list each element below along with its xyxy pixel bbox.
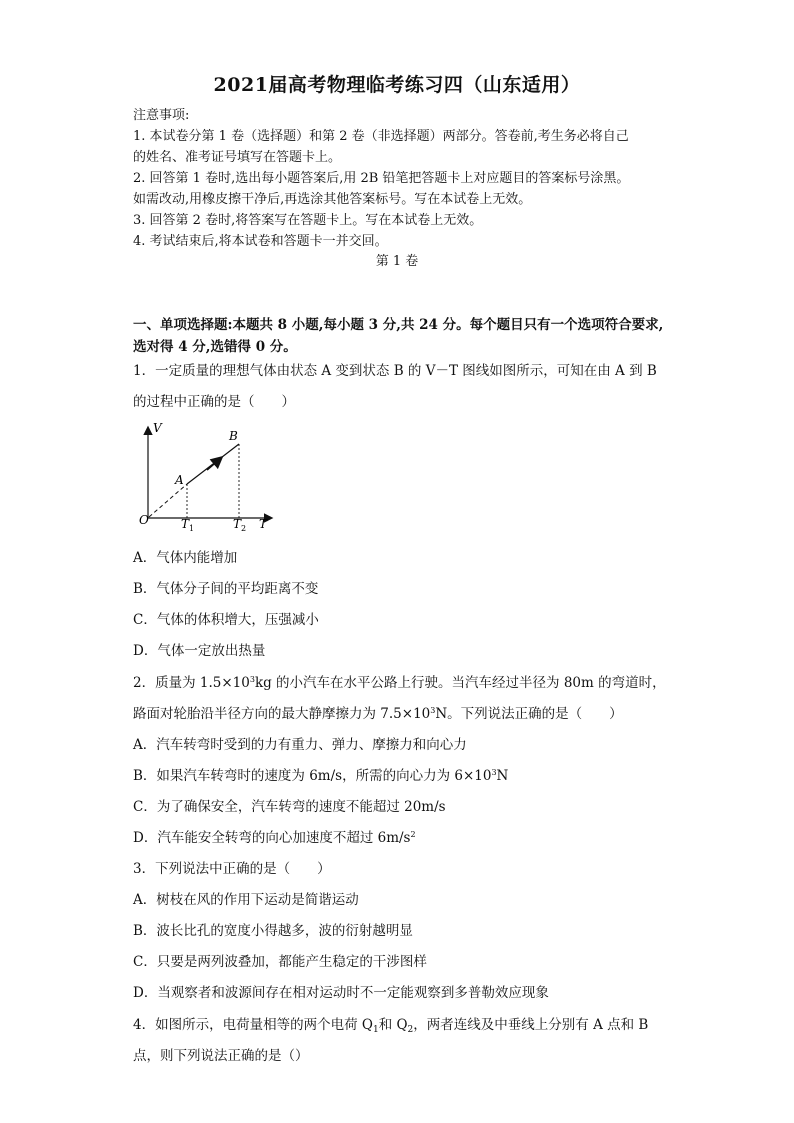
notice-line: 4. 考试结束后,将本试卷和答题卡一并交回。 xyxy=(133,234,388,249)
extension-dashed-line xyxy=(149,484,187,517)
question-2-option: C．为了确保安全，汽车转弯的速度不能超过 20m/s xyxy=(133,799,446,815)
point-label-a: A xyxy=(175,473,184,487)
svg-text:T1 xyxy=(181,517,194,533)
vt-graph-figure xyxy=(135,418,285,536)
document-title: 2021届高考物理临考练习四（山东适用） xyxy=(213,74,581,96)
question-1-stem: 1．一定质量的理想气体由状态 A 变到状态 B 的 V－T 图线如图所示，可知在由 A 到 B xyxy=(133,363,657,379)
section-heading: 选对得 4 分,选错得 0 分。 xyxy=(133,339,297,355)
tick-label-t2: T xyxy=(233,517,242,531)
question-3-option: D．当观察者和波源间存在相对运动时不一定能观察到多普勒效应现象 xyxy=(133,985,549,1001)
question-4-stem: 4．如图所示，电荷量相等的两个电荷 $Q_1$和 $Q_2$，两者连线及中垂线上分别有 A 点和 B xyxy=(133,1017,649,1035)
question-2-option: D．汽车能安全转弯的向心加速度不超过 $6m/s^2$ xyxy=(133,830,416,846)
svg-text:T2 xyxy=(233,517,246,533)
question-4-stem: 点，则下列说法正确的是（） xyxy=(133,1048,309,1064)
point-label-b: B xyxy=(229,429,238,443)
origin-label: O xyxy=(139,513,149,527)
tick-label-t1: T xyxy=(181,517,190,531)
volume-label: 第 1 卷 xyxy=(375,254,419,269)
question-3-option: A．树枝在风的作用下运动是简谐运动 xyxy=(133,892,359,908)
question-2-stem: 路面对轮胎沿半径方向的最大静摩擦力为 $7.5\times 10^3N$。下列说法正确的是（ ） xyxy=(133,706,623,722)
question-2-option: A．汽车转弯时受到的力有重力、弹力、摩擦力和向心力 xyxy=(133,737,467,753)
notice-line: 的姓名、准考证号填写在答题卡上。 xyxy=(133,150,342,165)
section-heading: 一、单项选择题:本题共 8 小题,每小题 3 分,共 24 分。每个题目只有一个选项符合要求, xyxy=(133,317,664,333)
question-1-stem: 的过程中正确的是（ ） xyxy=(133,394,295,410)
tick-label-t1-sub: 1 xyxy=(189,524,195,533)
direction-arrow xyxy=(207,458,221,470)
question-1-option: C．气体的体积增大，压强减小 xyxy=(133,612,319,628)
question-3-option: B．波长比孔的宽度小得越多，波的衍射越明显 xyxy=(133,923,413,939)
question-2-stem: 2．质量为 $1.5\times 10^3kg$ 的小汽车在水平公路上行驶。当汽车经过半径为 80m 的弯道时， xyxy=(133,675,666,691)
question-3-stem: 3．下列说法中正确的是（ ） xyxy=(133,861,331,877)
question-1-option: A．气体内能增加 xyxy=(133,550,238,566)
tick-label-t2-sub: 2 xyxy=(241,524,247,533)
notice-line: 3. 回答第 2 卷时,将答案写在答题卡上。写在本试卷上无效。 xyxy=(133,213,483,228)
notice-line: 2. 回答第 1 卷时,选出每小题答案后,用 2B 铅笔把答题卡上对应题目的答案标号涂黑。 xyxy=(133,171,630,186)
axis-label-t: T xyxy=(259,517,268,531)
axis-label-v: V xyxy=(153,421,162,435)
notice-line: 如需改动,用橡皮擦干净后,再选涂其他答案标号。写在本试卷上无效。 xyxy=(133,192,532,207)
question-2-option: B．如果汽车转弯时的速度为 6m/s，所需的向心力为 $6\times 10^3N$ xyxy=(133,768,509,784)
question-3-option: C．只要是两列波叠加，都能产生稳定的干涉图样 xyxy=(133,954,427,970)
question-1-option: D．气体一定放出热量 xyxy=(133,643,266,659)
notice-line: 1. 本试卷分第 1 卷（选择题）和第 2 卷（非选择题）两部分。答卷前,考生务必将自己 xyxy=(133,129,629,144)
question-1-option: B．气体分子间的平均距离不变 xyxy=(133,581,319,597)
notice-heading: 注意事项: xyxy=(133,108,190,123)
